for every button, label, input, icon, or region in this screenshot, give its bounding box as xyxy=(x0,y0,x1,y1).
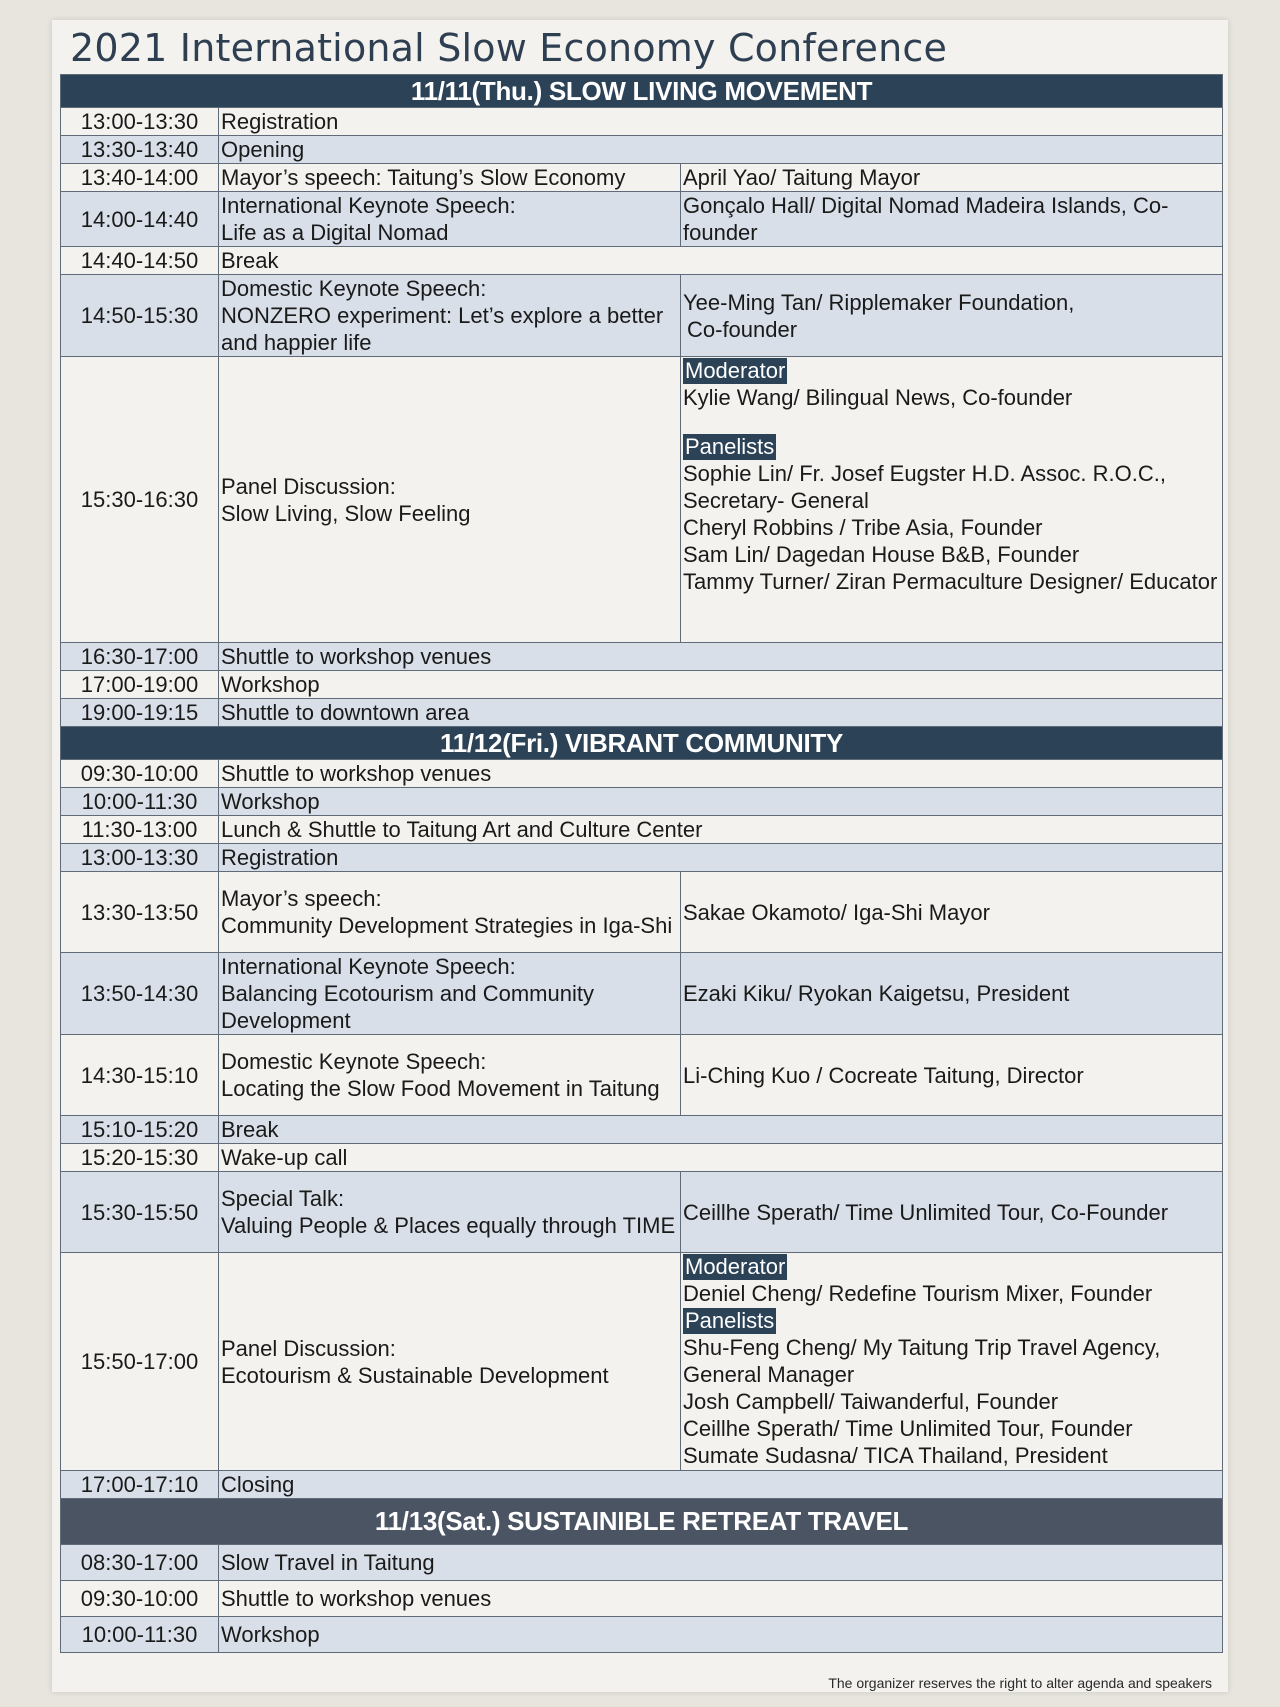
table-row xyxy=(61,816,1223,844)
panelist: Josh Campbell/ Taiwanderful, Founder xyxy=(683,1389,1059,1414)
time-cell: 14:50-15:30 xyxy=(61,275,219,357)
time-cell: 10:00-11:30 xyxy=(61,788,219,816)
footnote: The organizer reserves the right to alter agenda and speakers xyxy=(828,1675,1212,1691)
event-cell: Opening xyxy=(219,136,1223,164)
table-row xyxy=(61,1035,1223,1116)
speaker-cell xyxy=(681,275,1223,357)
event-cell: Shuttle to downtown area xyxy=(219,699,1223,727)
event-cell xyxy=(219,357,681,643)
event-title: Balancing Ecotourism and Community Development xyxy=(221,981,594,1033)
time-cell: 15:30-16:30 xyxy=(61,357,219,643)
table-row xyxy=(61,1144,1223,1172)
event-title: NONZERO experiment: Let’s explore a better and happier life xyxy=(221,303,664,355)
event-type: International Keynote Speech: xyxy=(221,193,516,218)
day-header-label: 11/12(Fri.) VIBRANT COMMUNITY xyxy=(61,727,1223,760)
speaker-line: Co-founder xyxy=(687,316,798,342)
event-cell xyxy=(219,1253,681,1471)
panelist: Cheryl Robbins / Tribe Asia, Founder xyxy=(683,515,1043,540)
table-row-panel xyxy=(61,357,1223,643)
time-cell: 13:30-13:40 xyxy=(61,136,219,164)
speaker-cell xyxy=(681,357,1223,643)
time-cell: 08:30-17:00 xyxy=(61,1545,219,1581)
time-cell: 09:30-10:00 xyxy=(61,1581,219,1617)
time-cell: 14:40-14:50 xyxy=(61,247,219,275)
event-type: Special Talk: xyxy=(221,1186,345,1211)
event-cell xyxy=(219,1172,681,1253)
table-row xyxy=(61,643,1223,671)
table-row xyxy=(61,1581,1223,1617)
day-header-3 xyxy=(61,1499,1223,1545)
event-title: Life as a Digital Nomad xyxy=(221,220,449,245)
panelist: Ceillhe Sperath/ Time Unlimited Tour, Founder xyxy=(683,1416,1133,1441)
table-row xyxy=(61,1617,1223,1653)
time-cell: 13:40-14:00 xyxy=(61,164,219,192)
day-header-2 xyxy=(61,727,1223,760)
event-cell: Mayor’s speech: Taitung’s Slow Economy xyxy=(219,164,681,192)
table-row xyxy=(61,760,1223,788)
time-cell: 19:00-19:15 xyxy=(61,699,219,727)
time-cell: 14:30-15:10 xyxy=(61,1035,219,1116)
agenda-table xyxy=(60,74,1223,1653)
table-row xyxy=(61,1172,1223,1253)
panelist: Tammy Turner/ Ziran Permaculture Designer/ Educator xyxy=(683,569,1218,594)
speaker-cell: April Yao/ Taitung Mayor xyxy=(681,164,1223,192)
event-cell xyxy=(219,275,681,357)
table-row xyxy=(61,164,1223,192)
event-cell: Slow Travel in Taitung xyxy=(219,1545,1223,1581)
day-header-label: 11/11(Thu.) SLOW LIVING MOVEMENT xyxy=(61,75,1223,108)
event-cell: Workshop xyxy=(219,788,1223,816)
speaker-cell: Ceillhe Sperath/ Time Unlimited Tour, Co-Founder xyxy=(681,1172,1223,1253)
event-type: Panel Discussion: xyxy=(221,473,396,499)
time-cell: 09:30-10:00 xyxy=(61,760,219,788)
event-type: Mayor’s speech: xyxy=(221,886,382,911)
time-cell: 13:50-14:30 xyxy=(61,953,219,1035)
time-cell: 13:00-13:30 xyxy=(61,108,219,136)
moderator-badge: Moderator xyxy=(685,1254,786,1279)
table-row xyxy=(61,136,1223,164)
moderator-name: Kylie Wang/ Bilingual News, Co-founder xyxy=(683,385,1073,410)
event-type: Domestic Keynote Speech: xyxy=(221,276,487,301)
time-cell: 17:00-19:00 xyxy=(61,671,219,699)
event-type: Domestic Keynote Speech: xyxy=(221,1049,487,1074)
table-row xyxy=(61,1116,1223,1144)
event-cell: Lunch & Shuttle to Taitung Art and Culture Center xyxy=(219,816,1223,844)
event-cell: Break xyxy=(219,1116,1223,1144)
day-header-1 xyxy=(61,75,1223,108)
table-row xyxy=(61,192,1223,247)
event-cell: Shuttle to workshop venues xyxy=(219,1581,1223,1617)
table-row xyxy=(61,671,1223,699)
time-cell: 11:30-13:00 xyxy=(61,816,219,844)
table-row xyxy=(61,844,1223,872)
day-header-label: 11/13(Sat.) SUSTAINIBLE RETREAT TRAVEL xyxy=(61,1499,1223,1545)
speaker-cell xyxy=(681,1253,1223,1471)
event-type: Panel Discussion: xyxy=(221,1335,396,1361)
table-row xyxy=(61,1545,1223,1581)
time-cell: 10:00-11:30 xyxy=(61,1617,219,1653)
speaker-cell: Ezaki Kiku/ Ryokan Kaigetsu, President xyxy=(681,953,1223,1035)
event-title: Valuing People & Places equally through TIME xyxy=(221,1213,676,1238)
table-row-panel xyxy=(61,1253,1223,1471)
event-cell: Registration xyxy=(219,844,1223,872)
event-cell: Workshop xyxy=(219,671,1223,699)
moderator-badge: Moderator xyxy=(685,358,786,383)
event-title: Slow Living, Slow Feeling xyxy=(221,500,471,526)
speaker-cell: Li-Ching Kuo / Cocreate Taitung, Director xyxy=(681,1035,1223,1116)
event-type: International Keynote Speech: xyxy=(221,954,516,979)
time-cell: 13:30-13:50 xyxy=(61,872,219,953)
time-cell: 15:30-15:50 xyxy=(61,1172,219,1253)
panelist: Sumate Sudasna/ TICA Thailand, President xyxy=(683,1443,1108,1468)
panelist: Sam Lin/ Dagedan House B&B, Founder xyxy=(683,542,1080,567)
speaker-line: Yee-Ming Tan/ Ripplemaker Foundation, xyxy=(683,289,1075,315)
table-row xyxy=(61,1471,1223,1499)
panelists-badge: Panelists xyxy=(685,1308,775,1333)
time-cell: 15:20-15:30 xyxy=(61,1144,219,1172)
event-cell xyxy=(219,872,681,953)
moderator-name: Deniel Cheng/ Redefine Tourism Mixer, Founder xyxy=(683,1281,1153,1306)
event-cell: Registration xyxy=(219,108,1223,136)
event-cell: Closing xyxy=(219,1471,1223,1499)
event-title: Locating the Slow Food Movement in Taitung xyxy=(221,1076,660,1101)
table-row xyxy=(61,953,1223,1035)
event-cell: Shuttle to workshop venues xyxy=(219,760,1223,788)
table-row xyxy=(61,108,1223,136)
panelist: Shu-Feng Cheng/ My Taitung Trip Travel Agency, General Manager xyxy=(683,1335,1161,1387)
event-title: Ecotourism & Sustainable Development xyxy=(221,1362,609,1388)
time-cell: 15:50-17:00 xyxy=(61,1253,219,1471)
panelists-badge: Panelists xyxy=(685,434,775,459)
time-cell: 14:00-14:40 xyxy=(61,192,219,247)
time-cell: 17:00-17:10 xyxy=(61,1471,219,1499)
speaker-cell: Sakae Okamoto/ Iga-Shi Mayor xyxy=(681,872,1223,953)
speaker-cell: Gonçalo Hall/ Digital Nomad Madeira Islands, Co-founder xyxy=(681,192,1223,247)
event-cell: Workshop xyxy=(219,1617,1223,1653)
event-cell: Break xyxy=(219,247,1223,275)
event-title: Community Development Strategies in Iga-Shi xyxy=(221,913,673,938)
page-title: 2021 International Slow Economy Conference xyxy=(70,26,948,70)
table-row xyxy=(61,872,1223,953)
event-cell: Shuttle to workshop venues xyxy=(219,643,1223,671)
event-cell xyxy=(219,953,681,1035)
time-cell: 13:00-13:30 xyxy=(61,844,219,872)
event-cell: Wake-up call xyxy=(219,1144,1223,1172)
table-row xyxy=(61,788,1223,816)
time-cell: 16:30-17:00 xyxy=(61,643,219,671)
table-row xyxy=(61,275,1223,357)
table-row xyxy=(61,247,1223,275)
time-cell: 15:10-15:20 xyxy=(61,1116,219,1144)
event-cell xyxy=(219,192,681,247)
table-row xyxy=(61,699,1223,727)
panelist: Sophie Lin/ Fr. Josef Eugster H.D. Assoc. R.O.C., Secretary- General xyxy=(683,461,1166,513)
event-cell xyxy=(219,1035,681,1116)
